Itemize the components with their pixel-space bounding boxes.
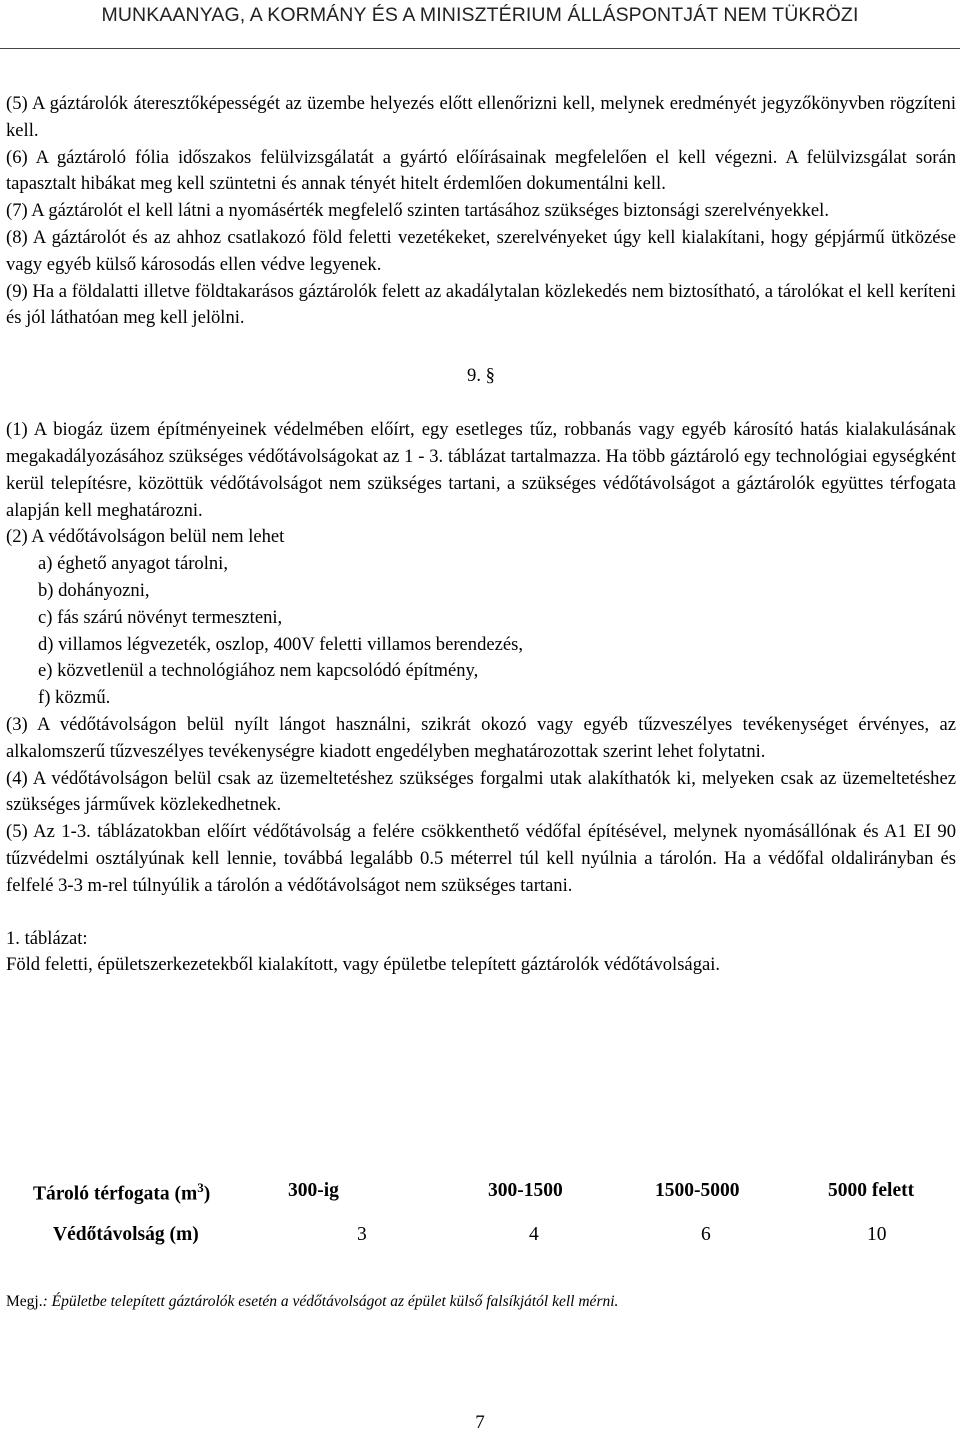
page-number: 7 bbox=[475, 1412, 485, 1433]
document-body bbox=[6, 91, 956, 979]
paragraph-7: (7) A gáztárolót el kell látni a nyomásérték megfelelő szinten tartásához szükséges biztonsági szerelvényekkel. bbox=[6, 200, 829, 222]
list-item: d) villamos légvezeték, oszlop, 400V feletti villamos berendezés, bbox=[38, 633, 524, 655]
section-number: 9. § bbox=[467, 365, 495, 387]
paragraph-9: (9) Ha a földalatti illetve földtakarásos gáztárolók felett az akadálytalan közlekedés nem biztosítható, a tárolókat el kell keríteni és jól láthatóan meg kell jelölni. bbox=[6, 280, 956, 329]
table-header-col-2: 300-1500 bbox=[488, 1180, 563, 1201]
table-note bbox=[6, 1293, 618, 1311]
document-header: MUNKAANYAG, A KORMÁNY ÉS A MINISZTÉRIUM ÁLLÁSPONTJÁT NEM TÜKRÖZI bbox=[101, 4, 859, 26]
list-item: f) közmű. bbox=[38, 687, 111, 709]
note-prefix: Megj. bbox=[6, 1293, 43, 1310]
table-header-col-4: 5000 felett bbox=[828, 1180, 915, 1201]
section-paragraph-4: (4) A védőtávolságon belül csak az üzemeltetéshez szükséges forgalmi utak alakíthatók ki, melyeken csak az üzemeltetéshez szükséges járművek közlekedhetnek. bbox=[6, 767, 956, 816]
note-text: : Épületbe telepített gáztárolók esetén a védőtávolságot az épület külső falsíkjától kell mérni. bbox=[42, 1293, 619, 1310]
section-paragraph-2-intro: (2) A védőtávolságon belül nem lehet bbox=[6, 526, 285, 548]
table-row-label: Védőtávolság (m) bbox=[53, 1224, 199, 1245]
header-rule bbox=[0, 48, 960, 49]
paragraph-6: (6) A gáztároló fólia időszakos felülvizsgálatát a gyártó előírásainak megfelelően el kell végezni. A felülvizsgálat során tapasztalt hibákat meg kell szüntetni és annak tényét hitelt érdemlően dokumentálni kell. bbox=[6, 146, 956, 195]
table-cell: 4 bbox=[529, 1224, 539, 1245]
paragraph-8: (8) A gáztárolót és az ahhoz csatlakozó föld feletti vezetékeket, szerelvényeket úgy kell kialakítani, hogy gépjármű ütközése vagy egyéb külső károsodás ellen védve legyenek. bbox=[6, 226, 956, 275]
section-paragraph-3: (3) A védőtávolságon belül nyílt lángot használni, szikrát okozó vagy egyéb tűzveszélyes tevékenységet érvényes, az alkalomszerű tűzveszélyes tevékenységre kiadott engedélyben meghatározottak szerint lehet folytatni. bbox=[6, 713, 956, 762]
paragraph-5: (5) A gáztárolók áteresztőképességét az üzembe helyezés előtt ellenőrizni kell, melynek eredményét jegyzőkönyvben rögzíteni kell. bbox=[6, 93, 956, 141]
table-row-distance bbox=[0, 1224, 960, 1254]
table-caption: Föld feletti, épületszerkezetekből kialakított, vagy épületbe telepített gáztárolók védőtávolságai. bbox=[6, 954, 721, 976]
table-label: 1. táblázat: bbox=[6, 927, 88, 949]
table-row-volume bbox=[0, 1180, 960, 1210]
table-header-col-1: 300-ig bbox=[288, 1180, 339, 1201]
table-cell: 3 bbox=[357, 1224, 367, 1245]
table-header-col-3: 1500-5000 bbox=[655, 1180, 740, 1201]
list-item: a) éghető anyagot tárolni, bbox=[38, 553, 228, 575]
list-item: c) fás szárú növényt termeszteni, bbox=[38, 606, 283, 628]
section-paragraph-5: (5) Az 1-3. táblázatokban előírt védőtávolság a felére csökkenthető védőfal építésével, melynek nyomásállónak és A1 EI 90 tűzvédelmi osztályúnak kell lennie, továbbá legalább 0.5 méterrel túl kell nyúlnia a tárolón. Ha a védőfal oldalirányban és felfelé 3-3 m-rel túlnyúlik a tárolón a védőtávolságot nem szükséges tartani. bbox=[6, 821, 956, 896]
table-header-label: Tároló térfogata $(m^3)$ bbox=[33, 1180, 211, 1205]
section-paragraph-1: (1) A biogáz üzem építményeinek védelmében előírt, egy esetleges tűz, robbanás vagy egyéb károsító hatás kialakulásának megakadályozásához szükséges védőtávolságokat az 1 - 3. táblázat tartalmazza. Ha több gáztároló egy technológiai egységként kerül telepítésre, közöttük védőtávolságot nem szükséges tartani, a szükséges védőtávolságot a gáztárolók együttes térfogata alapján kell meghatározni. bbox=[6, 419, 956, 521]
list-item: e) közvetlenül a technológiához nem kapcsolódó építmény, bbox=[38, 660, 479, 682]
table-cell: 10 bbox=[867, 1224, 887, 1245]
list-item: b) dohányozni, bbox=[38, 579, 150, 601]
table-cell: 6 bbox=[701, 1224, 711, 1245]
